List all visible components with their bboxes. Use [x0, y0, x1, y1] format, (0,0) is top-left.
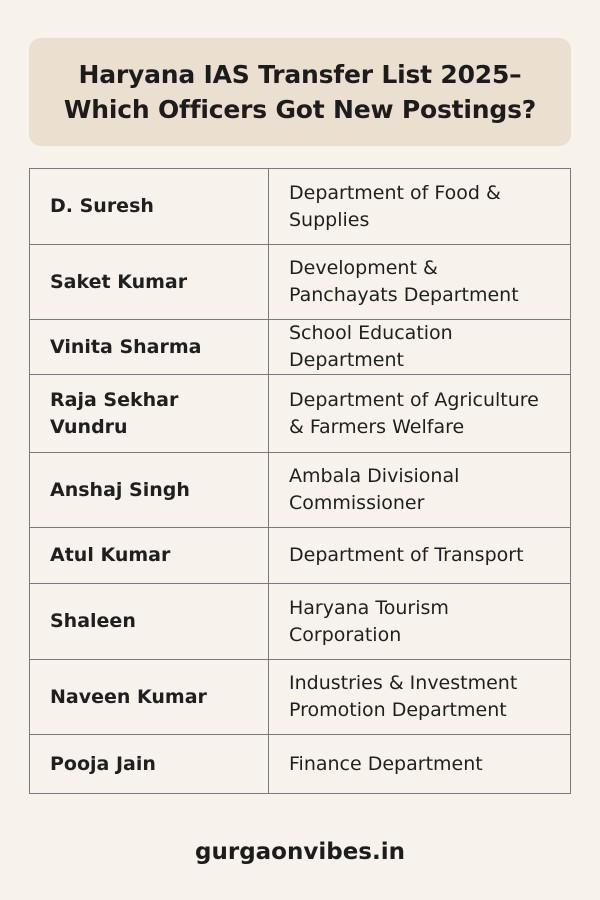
table-row [30, 453, 571, 528]
site-footer: gurgaonvibes.in [195, 839, 405, 865]
posting-department: Industries & Investment Promotion Department [269, 660, 571, 735]
officer-name: Pooja Jain [30, 735, 269, 794]
posting-department: School Education Department [269, 320, 571, 375]
officer-name: D. Suresh [30, 169, 269, 245]
officer-name: Shaleen [30, 584, 269, 660]
posting-department: Haryana Tourism Corporation [269, 584, 571, 660]
title-card [29, 38, 571, 146]
posting-department: Finance Department [269, 735, 571, 794]
posting-department: Department of Food & Supplies [269, 169, 571, 245]
officer-name: Naveen Kumar [30, 660, 269, 735]
officer-name: Saket Kumar [30, 245, 269, 320]
officer-name: Vinita Sharma [30, 320, 269, 375]
table-row [30, 169, 571, 245]
posting-department: Ambala Divisional Commissioner [269, 453, 571, 528]
table-row [30, 735, 571, 794]
officer-name: Anshaj Singh [30, 453, 269, 528]
page-title-line-2: Which Officers Got New Postings? [63, 95, 537, 124]
officer-name: Raja Sekhar Vundru [30, 375, 269, 453]
posting-department: Development & Panchayats Department [269, 245, 571, 320]
table-row [30, 660, 571, 735]
table-row [30, 245, 571, 320]
page-title-line-1: Haryana IAS Transfer List 2025– [78, 60, 522, 89]
table-row [30, 528, 571, 584]
table-row [30, 375, 571, 453]
posting-department: Department of Transport [269, 528, 571, 584]
postings-table [29, 168, 571, 794]
table-row [30, 584, 571, 660]
table-row [30, 320, 571, 375]
officer-name: Atul Kumar [30, 528, 269, 584]
posting-department: Department of Agriculture & Farmers Welfare [269, 375, 571, 453]
